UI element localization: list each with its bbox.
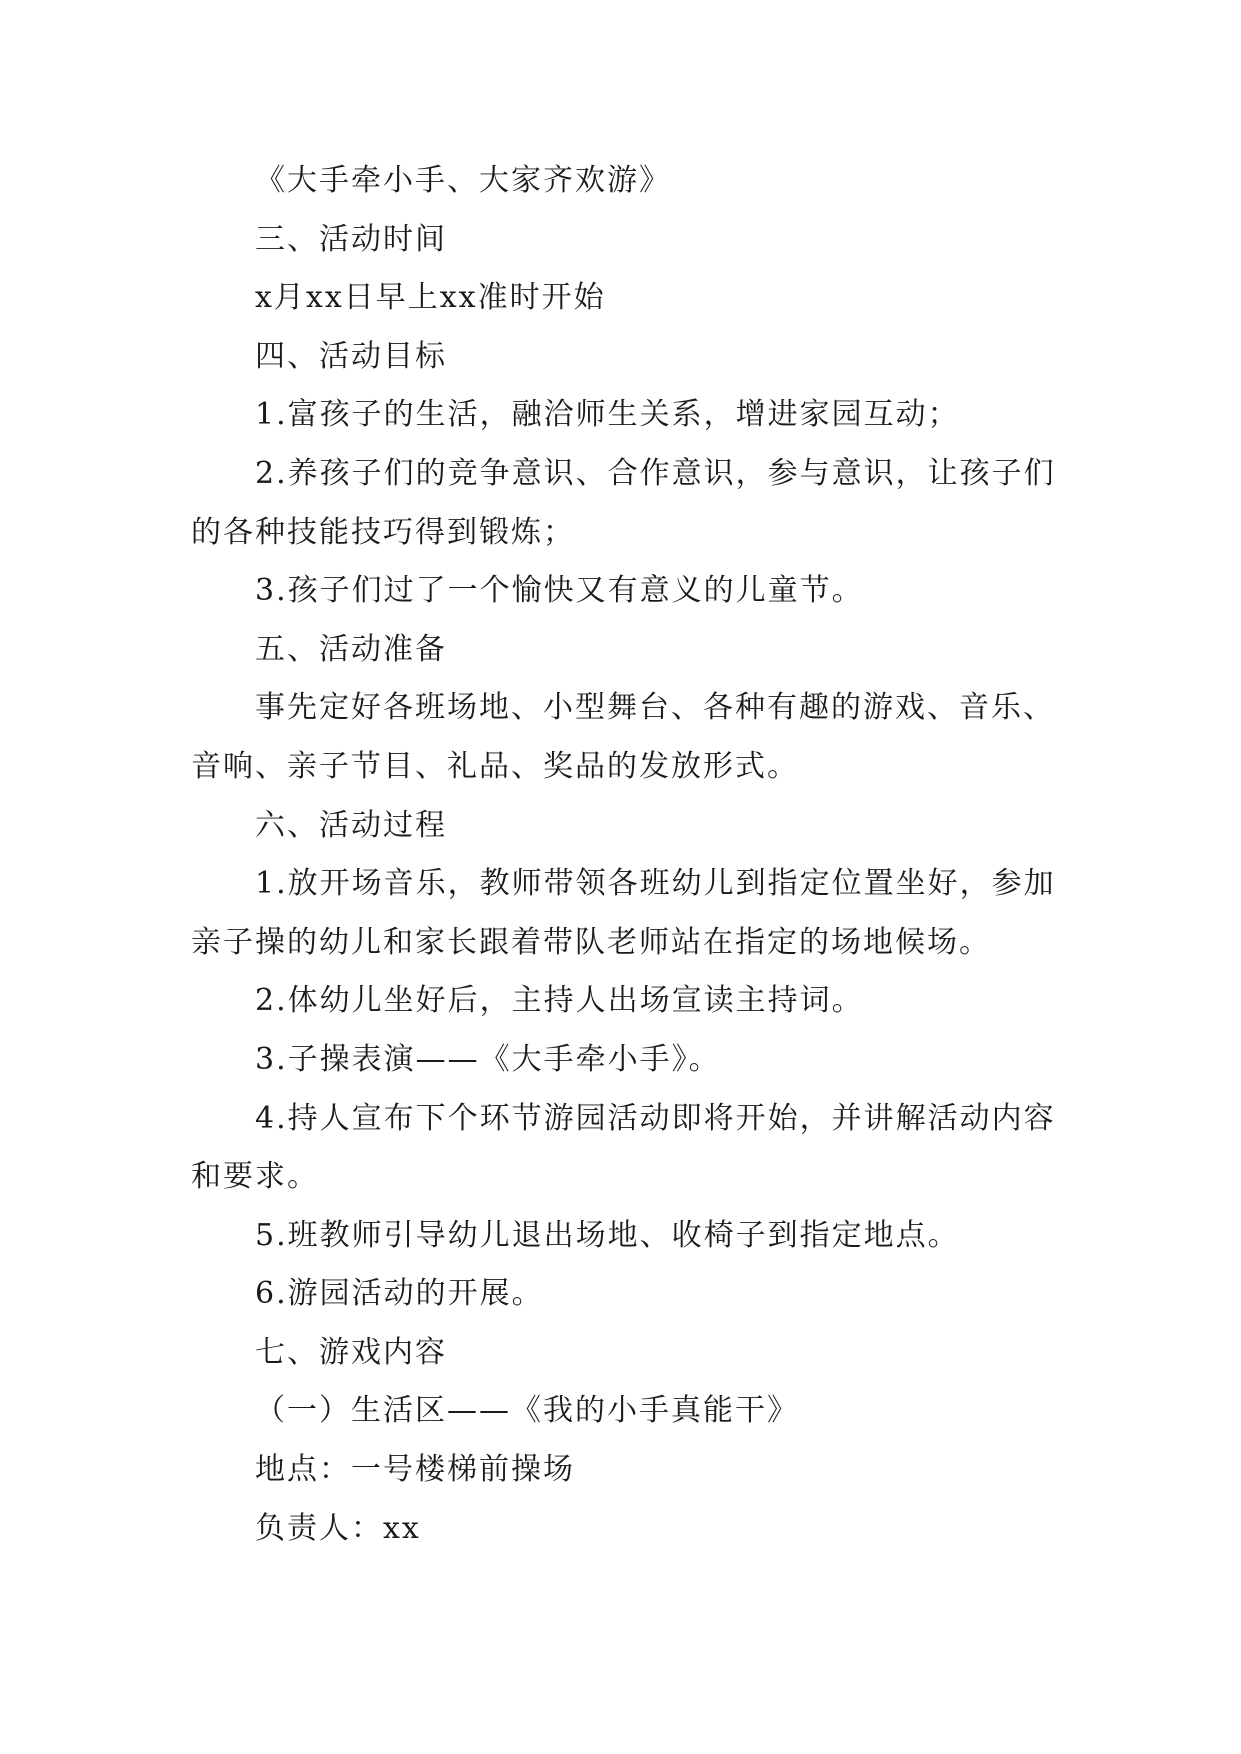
- game-location: 地点：一号楼梯前操场: [255, 1452, 575, 1488]
- section-heading-time: 三、活动时间: [255, 221, 447, 257]
- goal-item-2: 2.养孩子们的竞争意识、合作意识，参与意识，让孩子们的各种技能技巧得到锻炼；: [191, 455, 1056, 550]
- section-heading-goals: 四、活动目标: [255, 338, 447, 374]
- game-subheading-1: （一）生活区——《我的小手真能干》: [255, 1393, 799, 1429]
- process-item-4: 4.持人宣布下个环节游园活动即将开始，并讲解活动内容和要求。: [191, 1100, 1056, 1195]
- process-item-6: 6.游园活动的开展。: [255, 1276, 544, 1312]
- process-item-5: 5.班教师引导幼儿退出场地、收椅子到指定地点。: [255, 1217, 960, 1253]
- process-item-2: 2.体幼儿坐好后，主持人出场宣读主持词。: [255, 983, 864, 1019]
- goal-item-3: 3.孩子们过了一个愉快又有意义的儿童节。: [255, 573, 864, 609]
- preparation-text: 事先定好各班场地、小型舞台、各种有趣的游戏、音乐、音响、亲子节目、礼品、奖品的发放形式。: [191, 690, 1055, 784]
- section-heading-process: 六、活动过程: [255, 807, 447, 843]
- process-item-1: 1.放开场音乐，教师带领各班幼儿到指定位置坐好，参加亲子操的幼儿和家长跟着带队老师站在指定的场地候场。: [191, 866, 1056, 960]
- document-body: [191, 152, 1061, 1558]
- section-heading-preparation: 五、活动准备: [255, 631, 447, 667]
- activity-time-text: x月xx日早上xx准时开始: [255, 280, 606, 316]
- section-heading-games: 七、游戏内容: [255, 1334, 447, 1370]
- process-item-3: 3.子操表演——《大手牵小手》。: [255, 1041, 721, 1077]
- goal-item-1: 1.富孩子的生活，融洽师生关系，增进家园互动；: [255, 397, 960, 433]
- activity-title-line: 《大手牵小手、大家齐欢游》: [255, 163, 671, 198]
- game-person-in-charge: 负责人：xx: [255, 1510, 421, 1546]
